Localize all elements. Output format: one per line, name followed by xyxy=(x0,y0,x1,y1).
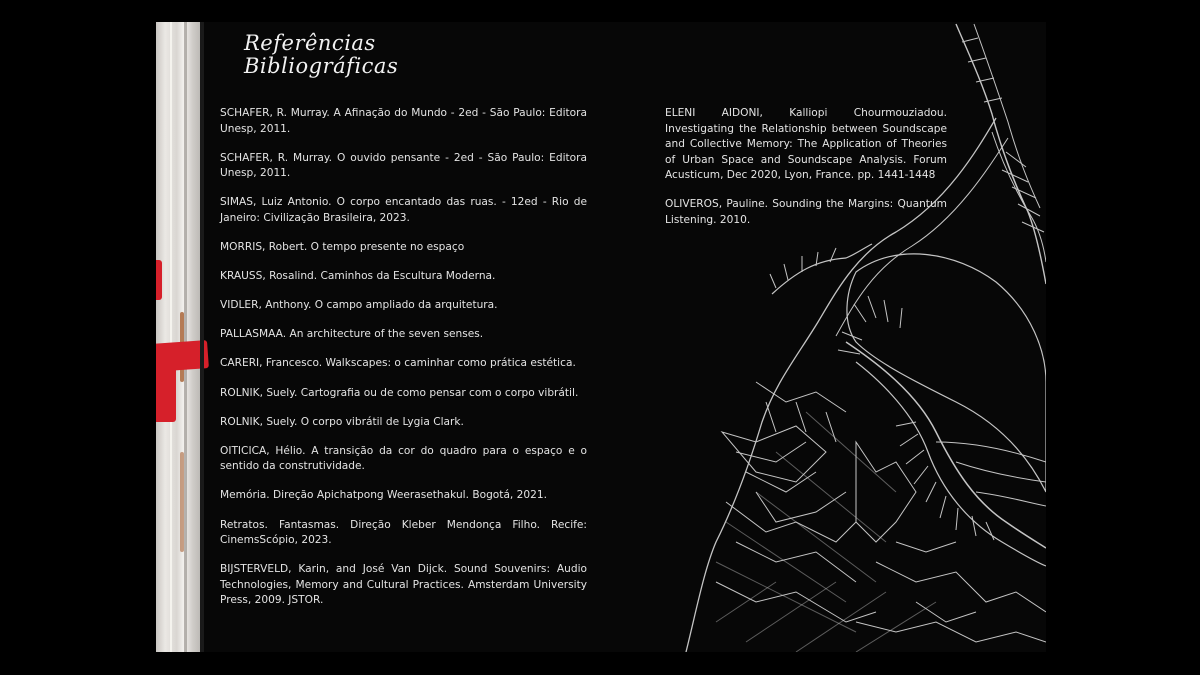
reference-item: MORRIS, Robert. O tempo presente no espaço xyxy=(220,241,465,254)
reference-item: OITICICA, Hélio. A transição da cor do quadro para o espaço e o sentido da construtividade. xyxy=(220,444,587,473)
reference-item: ROLNIK, Suely. O corpo vibrátil de Lygia Clark. xyxy=(220,415,464,428)
reference-item: ELENI AIDONI, Kalliopi Chourmouziadou. Investigating the Relationship between Soundscape and Collective Memory: The Application of Theories of Urban Space and Soundscape Analysis. Forum Acusticum, Dec 2020, Lyon, France. pp. 1441-1448 xyxy=(665,107,947,182)
references-right-column xyxy=(665,106,947,242)
reference-item: OLIVEROS, Pauline. Sounding the Margins: Quantum Listening. 2010. xyxy=(665,198,947,227)
reference-item: KRAUSS, Rosalind. Caminhos da Escultura Moderna. xyxy=(220,270,496,283)
reference-item: Memória. Direção Apichatpong Weerasethakul. Bogotá, 2021. xyxy=(220,489,547,502)
reference-item: SIMAS, Luiz Antonio. O corpo encantado das ruas. - 12ed - Rio de Janeiro: Civilização Brasileira, 2023. xyxy=(220,196,587,224)
reference-item: Retratos. Fantasmas. Direção Kleber Mendonça Filho. Recife: CinemsScópio, 2023. xyxy=(220,518,587,547)
book-spread xyxy=(156,22,1046,652)
reference-item: VIDLER, Anthony. O campo ampliado da arquitetura. xyxy=(220,299,498,312)
title-line-1: Referências xyxy=(244,31,376,55)
reference-item: CARERI, Francesco. Walkscapes: o caminhar como prática estética. xyxy=(220,357,576,370)
reference-item: SCHAFER, R. Murray. A Afinação do Mundo - 2ed - São Paulo: Editora Unesp, 2011. xyxy=(220,107,587,135)
reference-item: ROLNIK, Suely. Cartografia ou de como pensar com o corpo vibrátil. xyxy=(220,386,579,399)
reference-item: BIJSTERVELD, Karin, and José Van Dijck. Sound Souvenirs: Audio Technologies, Memory and Cultural Practices. Amsterdam University Press, 2009. JSTOR. xyxy=(220,563,587,607)
reference-item: SCHAFER, R. Murray. O ouvido pensante - 2ed - São Paulo: Editora Unesp, 2011. xyxy=(220,151,587,180)
title-line-2: Bibliográficas xyxy=(244,54,399,78)
reference-item: PALLASMAA. An architecture of the seven senses. xyxy=(220,328,484,341)
